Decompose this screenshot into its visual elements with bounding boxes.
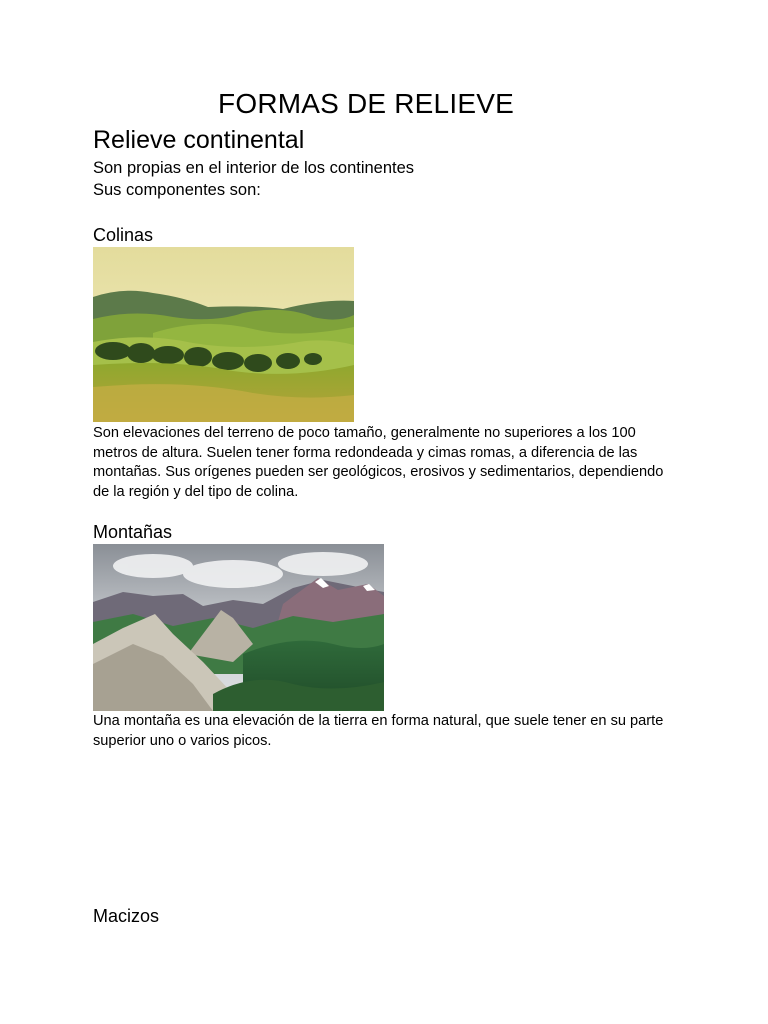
montanas-description: Una montaña es una elevación de la tierra en forma natural, que suele tener en su parte superior uno o varios picos. bbox=[93, 713, 664, 749]
macizos-heading: Macizos bbox=[93, 906, 160, 926]
colinas-heading: Colinas bbox=[93, 225, 154, 245]
intro-line-2: Sus componentes son: bbox=[93, 181, 261, 199]
page-title: FORMAS DE RELIEVE bbox=[218, 88, 514, 119]
intro-line-1: Son propias en el interior de los continentes bbox=[93, 159, 415, 177]
colinas-description: Son elevaciones del terreno de poco tamaño, generalmente no superiores a los 100 metros de altura. Suelen tener forma redondeada y cimas romas, a diferencia de las montañas. Sus orígenes pueden ser geológicos, erosivos y sedimentarios, dependiendo de la región y del tipo de colina. bbox=[93, 425, 664, 500]
section-heading: Relieve continental bbox=[93, 126, 305, 154]
montanas-heading: Montañas bbox=[93, 522, 173, 542]
montanas-image bbox=[93, 544, 384, 711]
colinas-image bbox=[93, 247, 354, 422]
